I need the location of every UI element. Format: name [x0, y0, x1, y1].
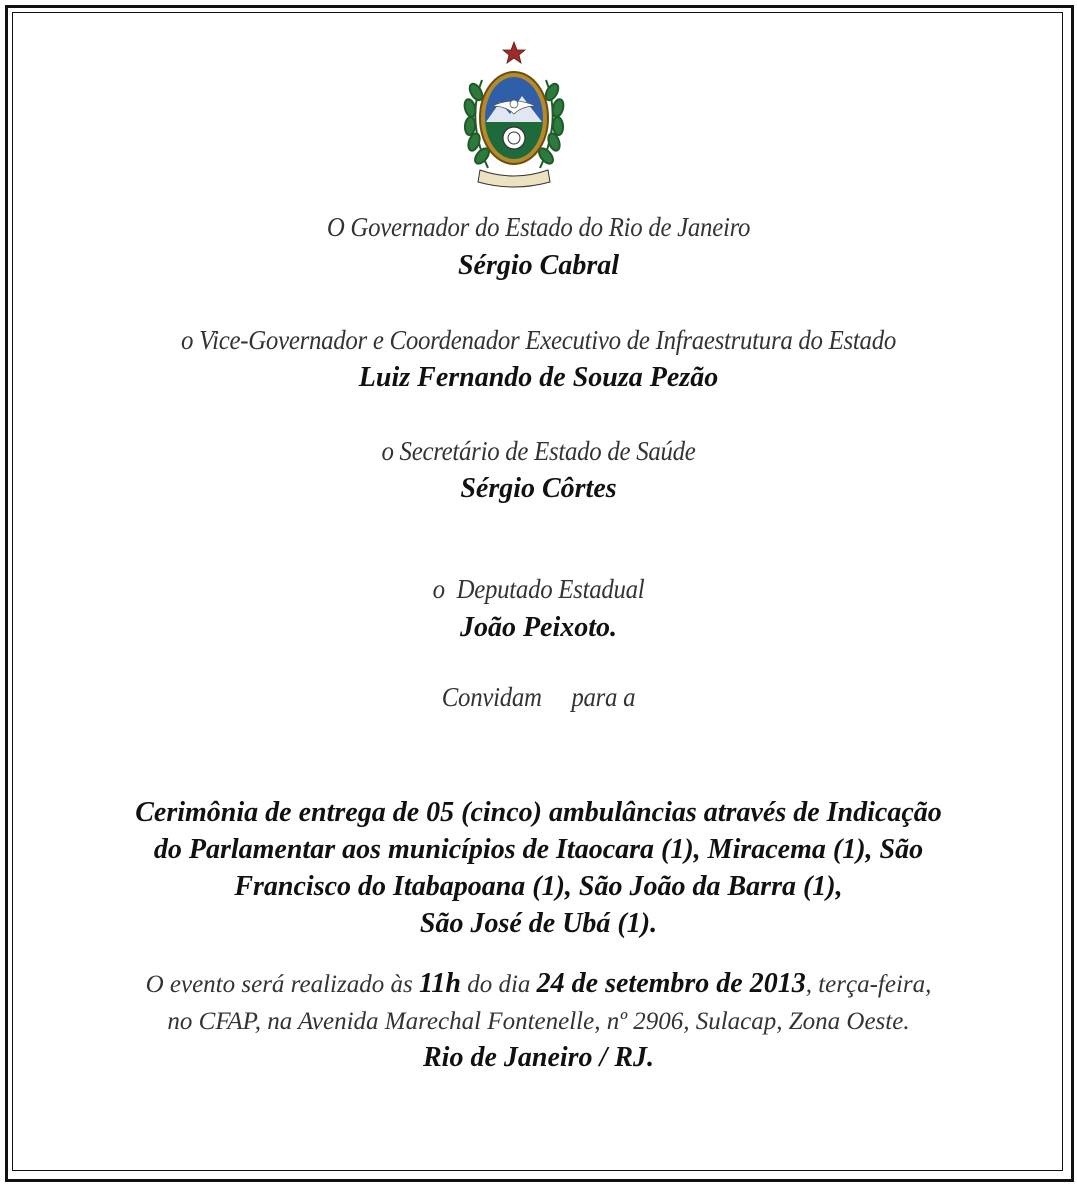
host-4-role: o Deputado Estadual [432, 574, 645, 604]
details-text-c: , terça-feira, [805, 971, 932, 998]
coat-of-arms-icon [452, 40, 576, 188]
event-details-line-1 [20, 968, 1057, 1000]
host-1-name: Sérgio Cabral [457, 250, 620, 281]
event-date: 24 de setembro de 2013 [536, 968, 806, 999]
event-title-line-3: Francisco do Itabapoana (1), São João da Barra (1), [234, 871, 843, 902]
details-text-b: do dia [460, 971, 537, 998]
host-2-name: Luiz Fernando de Souza Pezão [358, 362, 719, 393]
event-details-line-2: no CFAP, na Avenida Marechal Fontenelle, nº 2906, Sulacap, Zona Oeste. [167, 1008, 910, 1035]
event-title-line-2: do Parlamentar aos municípios de Itaocara (1), Miracema (1), São [153, 834, 924, 865]
event-title-line-1: Cerimônia de entrega de 05 (cinco) ambulâncias através de Indicação [135, 797, 942, 828]
host-3-name: Sérgio Côrtes [460, 473, 617, 504]
event-city: Rio de Janeiro / RJ. [422, 1042, 654, 1073]
event-title-line-4: São José de Ubá (1). [419, 908, 658, 939]
host-1-role: O Governador do Estado do Rio de Janeiro [326, 212, 751, 242]
event-time: 11h [418, 968, 461, 999]
invite-line: Convidam para a [441, 682, 636, 712]
host-3-role: o Secretário de Estado de Saúde [381, 436, 696, 466]
host-2-role: o Vice-Governador e Coordenador Executivo de Infraestrutura do Estado [181, 325, 896, 355]
details-text-a: O evento será realizado às [145, 971, 419, 998]
host-4-name: João Peixoto. [459, 612, 618, 643]
